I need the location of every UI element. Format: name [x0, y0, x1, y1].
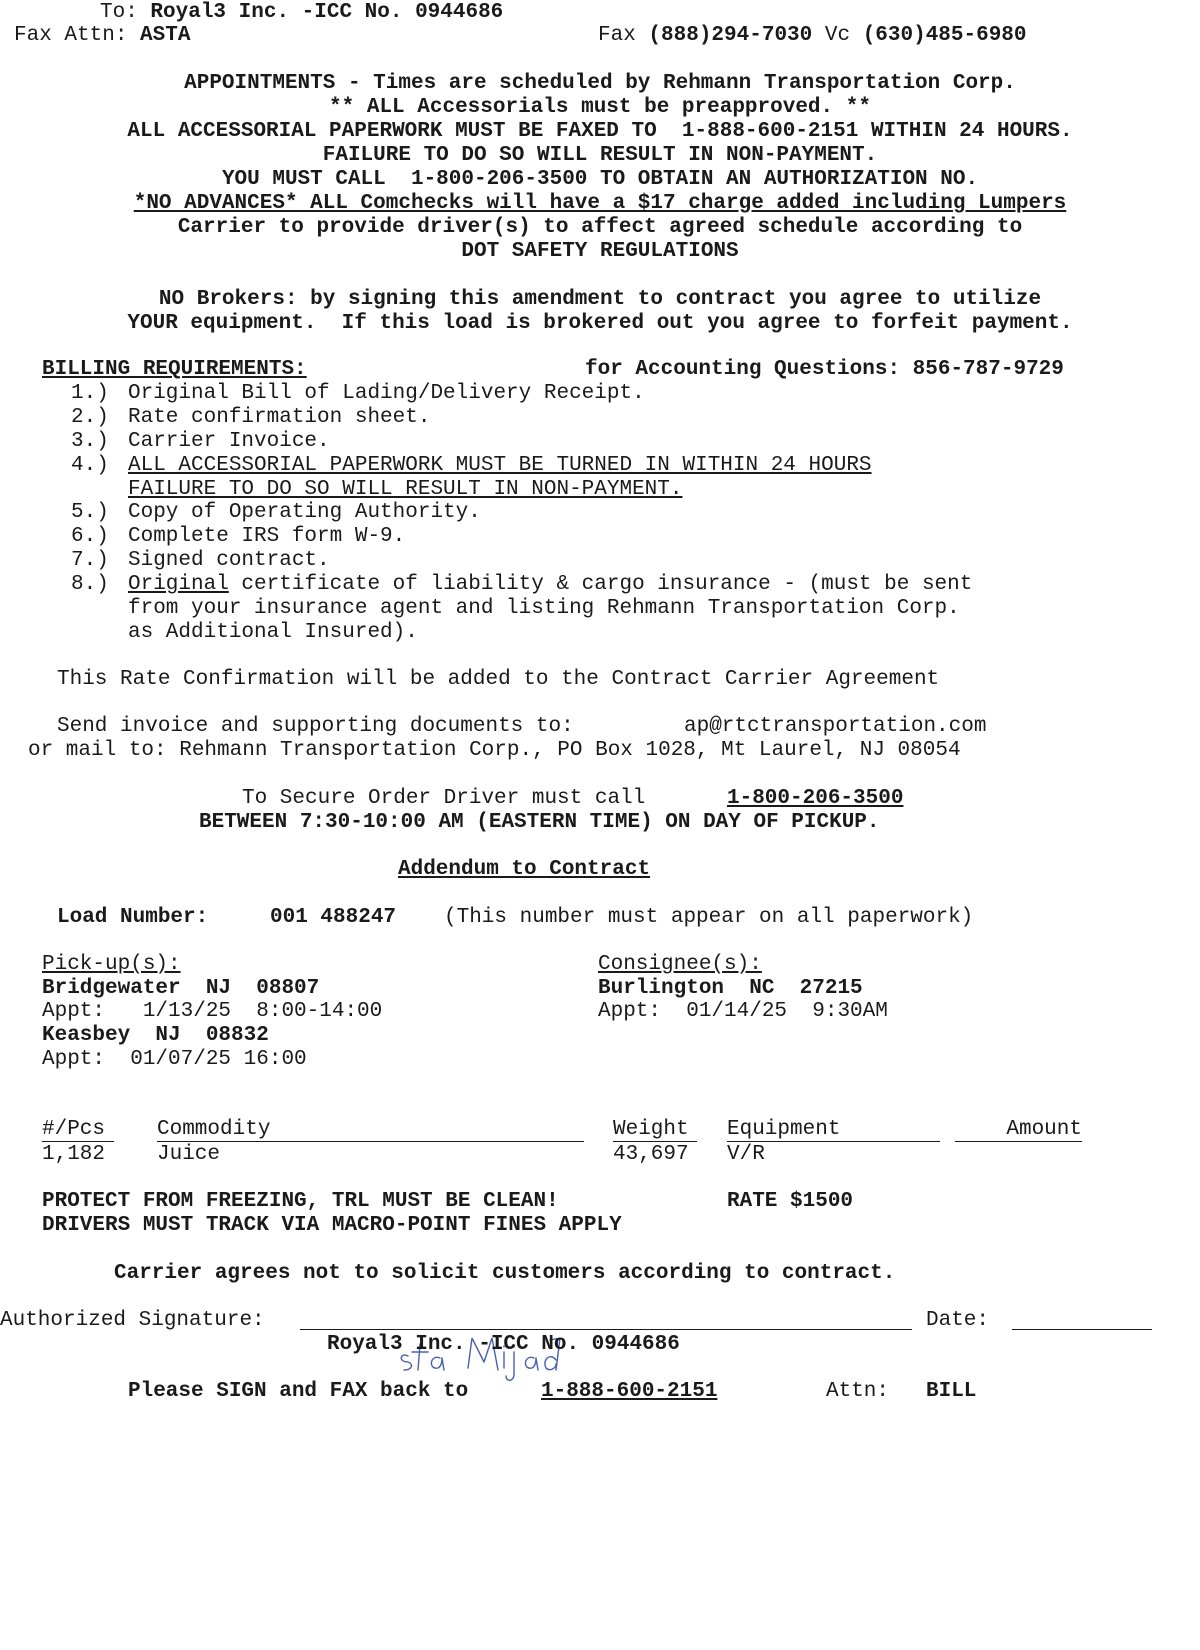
billing-item-num: 7.) [71, 549, 109, 572]
col-header-commodity: Commodity [157, 1118, 584, 1142]
load-number-label: Load Number: [57, 906, 209, 929]
send-invoice-label: Send invoice and supporting documents to: [57, 715, 574, 738]
signature-line[interactable] [300, 1329, 912, 1330]
load-number: 001 488247 [270, 906, 397, 929]
pickup-appt: Appt: 1/13/25 8:00-14:00 [42, 1000, 383, 1023]
consignee-appt: Appt: 01/14/25 9:30AM [598, 1000, 888, 1023]
instruction-protect: PROTECT FROM FREEZING, TRL MUST BE CLEAN! [42, 1190, 559, 1213]
col-header-equipment: Equipment [727, 1118, 940, 1142]
consignees-heading: Consignee(s): [598, 953, 762, 976]
notice-accessorials: ** ALL Accessorials must be preapproved. ** [329, 96, 871, 119]
col-header-pcs: #/Pcs [42, 1118, 114, 1142]
notice-dot: DOT SAFETY REGULATIONS [461, 240, 739, 263]
billing-item-text: Copy of Operating Authority. [128, 501, 481, 524]
notice-failure: FAILURE TO DO SO WILL RESULT IN NON-PAYMENT. [322, 144, 878, 167]
vc-number: (630)485-6980 [862, 24, 1027, 47]
fax-number: (888)294-7030 [648, 24, 813, 47]
cell-weight: 43,697 [613, 1143, 689, 1166]
billing-item-num: 5.) [71, 501, 109, 524]
instruction-tracking: DRIVERS MUST TRACK VIA MACRO-POINT FINES APPLY [42, 1214, 622, 1237]
billing-item-num: 8.) [71, 573, 109, 596]
cell-commodity: Juice [157, 1143, 221, 1166]
fax-back-attn-label: Attn: [826, 1380, 890, 1403]
cell-pcs: 1,182 [42, 1143, 106, 1166]
load-number-note: (This number must appear on all paperwork) [444, 906, 974, 929]
rate-value: RATE $1500 [727, 1190, 854, 1213]
billing-item-text: Original Bill of Lading/Delivery Receipt. [128, 382, 645, 405]
notice-fax-paperwork: ALL ACCESSORIAL PAPERWORK MUST BE FAXED TO 1-888-600-2151 WITHIN 24 HOURS. [127, 120, 1073, 143]
billing-item-text-cont: from your insurance agent and listing Rehmann Transportation Corp. [128, 597, 960, 620]
signature-company: Royal3 Inc. -ICC No. 0944686 [327, 1333, 680, 1356]
date-line[interactable] [1012, 1329, 1152, 1330]
col-header-weight: Weight [613, 1118, 697, 1142]
accounting-questions: for Accounting Questions: 856-787-9729 [585, 358, 1064, 381]
mail-address: or mail to: Rehmann Transportation Corp., PO Box 1028, Mt Laurel, NJ 08054 [28, 739, 961, 762]
secure-order-label: To Secure Order Driver must call [242, 787, 646, 810]
billing-item-text: Carrier Invoice. [128, 430, 330, 453]
addendum-title: Addendum to Contract [398, 858, 651, 881]
billing-item-text: Signed contract. [128, 549, 330, 572]
billing-item-num: 6.) [71, 525, 109, 548]
fax-attn-label: Fax Attn: [14, 24, 128, 47]
fax-numbers-line [598, 23, 1027, 48]
pickup-place: Keasbey NJ 08832 [42, 1024, 269, 1047]
solicit-statement: Carrier agrees not to solicit customers according to contract. [114, 1262, 896, 1285]
billing-item-num: 1.) [71, 382, 109, 405]
to-value: Royal3 Inc. -ICC No. 0944686 [150, 1, 504, 24]
rate-confirmation-note: This Rate Confirmation will be added to the Contract Carrier Agreement [57, 668, 940, 691]
invoice-email: ap@rtctransportation.com [684, 715, 987, 738]
pickup-appt: Appt: 01/07/25 16:00 [42, 1048, 307, 1071]
brokers-line-1: NO Brokers: by signing this amendment to contract you agree to utilize [158, 288, 1042, 311]
billing-item-text-rest: certificate of liability & cargo insurance - (must be sent [228, 573, 973, 596]
billing-item-num: 4.) [71, 454, 109, 477]
fax-back-attn-value: BILL [926, 1380, 977, 1403]
to-line [100, 0, 503, 25]
billing-item-text [128, 572, 972, 597]
pickups-heading: Pick-up(s): [42, 953, 181, 976]
billing-item-text: Complete IRS form W-9. [128, 525, 406, 548]
date-label: Date: [926, 1309, 990, 1332]
cell-equipment: V/R [727, 1143, 765, 1166]
notice-appointments: APPOINTMENTS - Times are scheduled by Rehmann Transportation Corp. [184, 72, 1016, 95]
notice-no-advances: *NO ADVANCES* ALL Comchecks will have a $17 charge added including Lumpers [133, 192, 1067, 215]
billing-item-num: 2.) [71, 406, 109, 429]
vc-label: Vc [824, 24, 851, 47]
consignee-place: Burlington NC 27215 [598, 977, 863, 1000]
fax-attn-value: ASTA [140, 24, 191, 47]
billing-item-text: Rate confirmation sheet. [128, 406, 431, 429]
billing-item-num: 3.) [71, 430, 109, 453]
brokers-line-2: YOUR equipment. If this load is brokered out you agree to forfeit payment. [127, 312, 1073, 335]
fax-attn-line [14, 23, 190, 48]
fax-label: Fax [598, 24, 636, 47]
fax-back-label: Please SIGN and FAX back to [128, 1380, 469, 1403]
original-word: Original [128, 573, 229, 596]
to-label: To: [100, 1, 138, 24]
notice-authorization: YOU MUST CALL 1-800-206-3500 TO OBTAIN AN AUTHORIZATION NO. [221, 168, 979, 191]
billing-item-text: ALL ACCESSORIAL PAPERWORK MUST BE TURNED IN WITHIN 24 HOURS [128, 454, 872, 477]
secure-order-phone: 1-800-206-3500 [727, 787, 904, 810]
pickup-place: Bridgewater NJ 08807 [42, 977, 320, 1000]
signature-label: Authorized Signature: [0, 1309, 265, 1332]
billing-item-text-cont: FAILURE TO DO SO WILL RESULT IN NON-PAYMENT. [128, 478, 683, 501]
secure-order-window: BETWEEN 7:30-10:00 AM (EASTERN TIME) ON DAY OF PICKUP. [199, 811, 880, 834]
col-header-amount: Amount [955, 1118, 1082, 1142]
billing-item-text-cont: as Additional Insured). [128, 621, 418, 644]
notice-driver-schedule: Carrier to provide driver(s) to affect agreed schedule according to [177, 216, 1023, 239]
billing-heading: BILLING REQUIREMENTS: [42, 358, 307, 381]
fax-back-number: 1-888-600-2151 [541, 1380, 718, 1403]
